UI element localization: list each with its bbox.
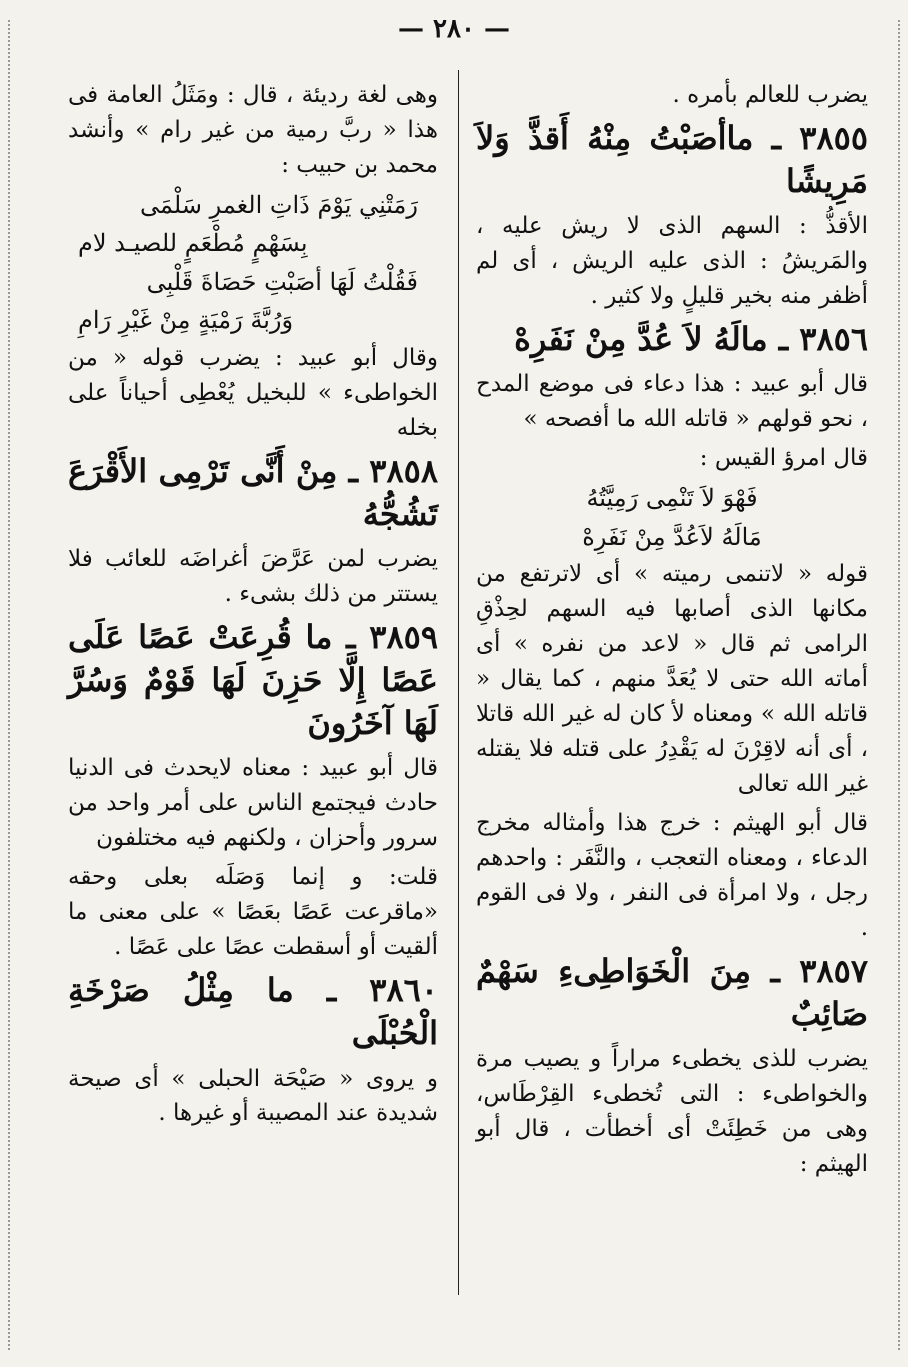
entry-text-3856-b: قال امرؤ القيس : <box>699 445 868 472</box>
left-column <box>68 78 438 1135</box>
left-after-verse: وقال أبو عبيد : يضرب قوله « من الخواطىء » للبخيل يُعْطِى أحياناً على بخله <box>68 344 438 441</box>
verse-line: بِسَهْمٍ مُطْعَمٍ للصيـد لام <box>78 229 308 258</box>
entry-text-3859-b: قلت: و إنما وَصَلَه بعلى وحقه «ماقرعت عَصًا بعَصًا » على معنى ما ألقيت أو أسقطت عصًا على عَصًا . <box>68 864 438 961</box>
right-column <box>476 78 868 1186</box>
verse-line: فَهْوَ لاَ تَنْمِى رَمِيَّتُهُ <box>586 484 758 513</box>
verse-line: وَرُبَّةَ رَمْيَةٍ مِنْ غَيْرِ رَامِ <box>78 306 294 335</box>
verse-line: فَقُلْتُ لَهَا أصَبْتِ حَصَاةَ قَلْبِى <box>146 267 418 296</box>
verse-line: مَالَهُ لاَعُدَّ مِنْ نَفَرِهْ <box>582 522 762 551</box>
column-divider <box>458 70 459 1295</box>
entry-text-3856-d: قال أبو الهيثم : خرج هذا وأمثاله مخرج الدعاء ، ومعناه التعجب ، والنَّفَر : واحدهم رجل ، ولا امرأة فى النفر ، ولا فى القوم . <box>476 809 868 941</box>
entry-text-3856-c: قوله « لاتنمى رميته » أى لاترتفع من مكانها الذى أصابها فيه السهم لحِذْقِ الرامى ثم قال « لاعد من نفره » أى أماته الله حتى لا يُعَدَّ منهم ، كما يقال « قاتله الله » ومعناه لأ كان له غير الله قاتلا ، أى أنه لاقِرْنَ له يَقْدِرُ على قتله فلا يقتله غير الله تعالى <box>476 561 868 797</box>
right-margin-dots <box>898 20 900 1350</box>
entry-heading-3859: ٣٨٥٩ ـ ما قُرِعَتْ عَصًا عَلَى عَصًا إِلَّا حَزِنَ لَهَا قَوْمٌ وَسُرَّ لَهَا آخَرُونَ <box>68 617 438 743</box>
entry-text-3858: يضرب لمن عَرَّضَ أغراضَه للعائب فلا يستتر من ذلك بشىء . <box>68 545 438 607</box>
verse-line: رَمَتْنِي يَوْمَ ذَاتِ الغمرِ سَلْمَى <box>140 190 418 219</box>
entry-heading-3855: ٣٨٥٥ ـ ماأصَبْتُ مِنْهُ أَقذَّ وَلاَ مَرِيشًا <box>476 118 868 201</box>
entry-text-3860: و يروى « صَيْحَة الحبلى » أى صيحة شديدة عند المصيبة أو غيرها . <box>68 1065 438 1127</box>
left-margin-dots <box>8 20 10 1350</box>
entry-text-3855: الأقذُّ : السهم الذى لا ريش عليه ، والمَريشُ : الذى عليه الريش ، أى لم أظفر منه بخير قليلٍ ولا كثير . <box>476 213 868 310</box>
entry-text-3859-a: قال أبو عبيد : معناه لايحدث فى الدنيا حادث فيجتمع الناس على أمر واحد من سرور وأحزان ، ولكنهم فيه مختلفون <box>68 755 438 852</box>
entry-text-3857: يضرب للذى يخطىء مراراً و يصيب مرة والخواطىء : التى تُخطىء القِرْطَاس، وهى من خَطِئَتْ أى أخطأت ، قال أبو الهيثم : <box>476 1046 868 1177</box>
entry-text-3856-a: قال أبو عبيد : هذا دعاء فى موضع المدح ، نحو قولهم « قاتله الله ما أفصحه » <box>476 371 868 433</box>
right-intro: يضرب للعالم بأمره . <box>672 82 868 108</box>
left-intro: وهى لغة رديئة ، قال : ومَثَلُ العامة فى هذا « ربَّ رمية من غير رام » وأنشد محمد بن حبيب : <box>68 82 438 178</box>
entry-heading-3858: ٣٨٥٨ ـ مِنْ أَنَّى تَرْمِى الأَقْرَعَ تَشُجُّهُ <box>68 451 438 533</box>
entry-heading-3856: ٣٨٥٦ ـ مالَهُ لاَ عُدَّ مِنْ نَفَرِهْ <box>514 320 868 359</box>
entry-heading-3857: ٣٨٥٧ ـ مِنَ الْخَوَاطِىءِ سَهْمٌ صَائِبٌ <box>476 951 868 1033</box>
entry-heading-3860: ٣٨٦٠ ـ ما مِثْلُ صَرْخَةِ الْحُبْلَى <box>68 971 438 1053</box>
page-number: — ٢٨٠ — <box>397 14 511 44</box>
